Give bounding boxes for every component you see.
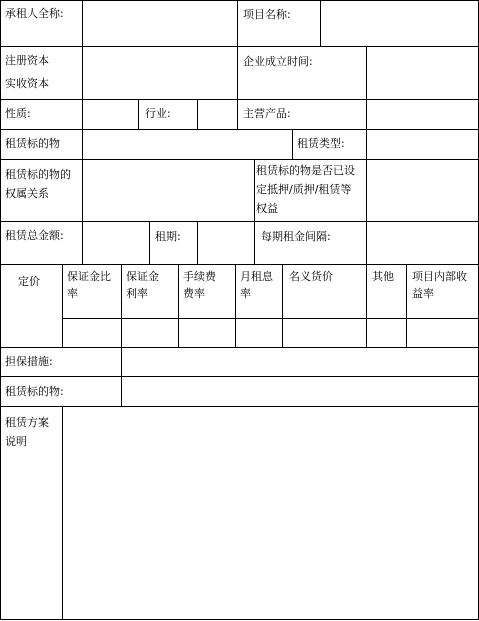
col-divider [235, 264, 236, 348]
col-divider [121, 347, 122, 407]
registered-capital-label: 注册资本 [5, 54, 49, 67]
rent-interval-field[interactable] [368, 223, 477, 263]
row-divider [0, 347, 479, 348]
col-divider [82, 46, 83, 100]
col-divider [121, 264, 122, 348]
lease-term-label: 租期: [155, 230, 181, 243]
col-divider [178, 264, 179, 348]
nature-field[interactable] [84, 101, 137, 128]
col-divider [82, 99, 83, 130]
established-time-label: 企业成立时间: [243, 55, 313, 68]
guarantee-field[interactable] [123, 349, 477, 375]
col-divider [138, 99, 139, 130]
monthly-rate-field[interactable] [237, 320, 281, 346]
row-divider [0, 406, 479, 407]
col-divider [406, 264, 407, 348]
ownership-field[interactable] [84, 161, 253, 220]
row-divider [0, 264, 479, 265]
encumbrance-label-line2: 定抵押/质押/租赁等 [256, 183, 352, 196]
table-border-bottom [0, 619, 479, 620]
lease-type-label: 租赁类型: [297, 137, 345, 150]
col-divider [82, 159, 83, 222]
col-divider [366, 99, 367, 130]
nominal-rate-header: 名义货价 [289, 270, 333, 283]
leased-asset-2-field[interactable] [123, 378, 477, 405]
col-divider [237, 46, 238, 100]
col-divider [197, 99, 198, 130]
total-amount-label: 租赁总金额: [5, 229, 64, 242]
lease-type-field[interactable] [368, 131, 477, 158]
lease-term-field[interactable] [199, 223, 253, 263]
lessee-name-field[interactable] [84, 2, 236, 45]
col-divider [366, 129, 367, 160]
irr-header: 项目内部收益率 [412, 270, 467, 300]
fee-rate-field[interactable] [180, 320, 234, 346]
col-divider [62, 264, 63, 348]
industry-field[interactable] [199, 101, 236, 128]
col-divider [254, 159, 255, 222]
encumbrance-label-line3: 权益 [256, 202, 278, 215]
industry-label: 行业: [145, 107, 171, 120]
main-products-field[interactable] [368, 101, 477, 128]
fee-rate-header: 手续费费率 [183, 270, 216, 300]
lessee-name-label: 承租人全称: [5, 7, 64, 20]
rent-interval-label: 每期租金间隔: [261, 230, 331, 243]
col-divider [82, 129, 83, 160]
encumbrance-label-line1: 租赁标的物是否已设 [256, 164, 355, 177]
plan-description-field[interactable] [64, 408, 477, 618]
leased-asset-field[interactable] [84, 131, 291, 158]
col-divider [366, 159, 367, 222]
monthly-rate-header: 月租息率 [240, 270, 273, 300]
other-header: 其他 [372, 270, 394, 283]
col-divider [366, 264, 367, 348]
col-divider [197, 221, 198, 265]
main-products-label: 主营产品: [243, 107, 291, 120]
deposit-ratio-header: 保证金比率 [67, 270, 111, 300]
plan-description-label: 租赁方案说明 [5, 416, 49, 448]
col-divider [366, 46, 367, 100]
row-divider [0, 46, 479, 47]
pricing-inner-divider [62, 318, 479, 319]
deposit-rate-field[interactable] [123, 320, 177, 346]
col-divider [237, 99, 238, 130]
row-divider [0, 159, 479, 160]
col-divider [292, 129, 293, 160]
other-field[interactable] [368, 320, 405, 346]
col-divider [366, 221, 367, 265]
leased-asset-label: 租赁标的物 [5, 137, 60, 150]
col-divider [62, 406, 63, 620]
capital-field[interactable] [84, 48, 236, 98]
total-amount-field[interactable] [84, 223, 148, 263]
pricing-label: 定价 [18, 275, 40, 288]
deposit-rate-header: 保证金利率 [126, 270, 159, 300]
col-divider [82, 0, 83, 47]
table-border-top [0, 0, 479, 1]
guarantee-label: 担保措施: [5, 355, 53, 368]
deposit-ratio-field[interactable] [64, 320, 120, 346]
row-divider [0, 99, 479, 100]
nature-label: 性质: [5, 107, 31, 120]
irr-field[interactable] [408, 320, 477, 346]
encumbrance-field[interactable] [368, 161, 477, 220]
paid-in-capital-label: 实收资本 [5, 77, 49, 90]
col-divider [320, 0, 321, 47]
col-divider [237, 0, 238, 47]
col-divider [149, 221, 150, 265]
col-divider [254, 221, 255, 265]
ownership-label: 租赁标的物的权属关系 [5, 168, 71, 200]
project-name-label: 项目名称: [243, 8, 291, 21]
row-divider [0, 221, 479, 222]
project-name-field[interactable] [322, 2, 477, 45]
leased-asset-2-label: 租赁标的物: [5, 385, 64, 398]
col-divider [82, 221, 83, 265]
table-border-left [0, 0, 1, 620]
established-time-field[interactable] [368, 48, 477, 98]
nominal-rate-field[interactable] [284, 320, 365, 346]
col-divider [282, 264, 283, 348]
row-divider [0, 376, 479, 377]
row-divider [0, 129, 479, 130]
